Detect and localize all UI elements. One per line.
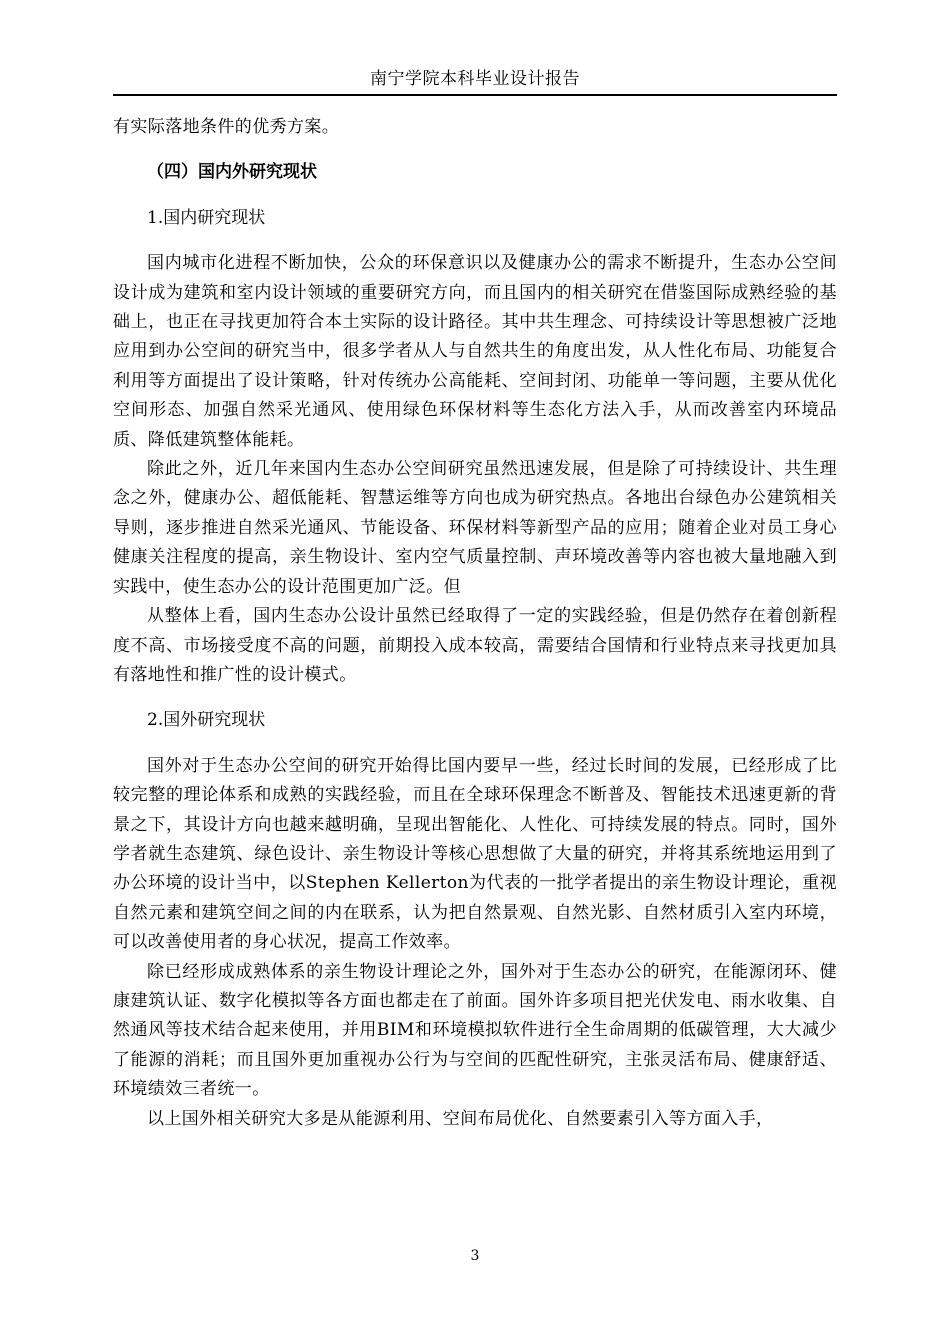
- foreign-paragraph-2: 除已经形成成熟体系的亲生物设计理论之外，国外对于生态办公的研究，在能源闭环、健康建筑认证、数字化模拟等各方面也都走在了前面。国外许多项目把光伏发电、雨水收集、自然通风等技术结合起来使用，并用BIM和环境模拟软件进行全生命周期的低碳管理，大大减少了能源的消耗；而且国外更加重视办公行为与空间的匹配性研究，主张灵活布局、健康舒适、环境绩效三者统一。: [113, 961, 837, 1100]
- domestic-paragraph-1: 国内城市化进程不断加快，公众的环保意识以及健康办公的需求不断提升，生态办公空间设计成为建筑和室内设计领域的重要研究方向，而且国内的相关研究在借鉴国际成熟经验的基础上，也正在寻找更加符合本土实际的设计路径。其中共生理念、可持续设计等思想被广泛地应用到办公空间的研究当中，很多学者从人与自然共生的角度出发，从人性化布局、功能复合利用等方面提出了设计策略，针对传统办公高能耗、空间封闭、功能单一等问题，主要从优化空间形态、加强自然采光通风、使用绿色环保材料等生态化方法入手，从而改善室内环境品质、降低建筑整体能耗。: [113, 253, 837, 450]
- section-heading: （四）国内外研究现状: [147, 162, 317, 183]
- page-number: 3: [470, 1248, 480, 1264]
- page-header: [113, 68, 837, 96]
- domestic-heading: 1.国内研究现状: [147, 207, 266, 228]
- domestic-paragraph-3: 从整体上看，国内生态办公设计虽然已经取得了一定的实践经验，但是仍然存在着创新程度不高、市场接受度不高的问题，前期投入成本较高，需要结合国情和行业特点来寻找更加具有落地性和推广性的设计模式。: [113, 606, 837, 685]
- foreign-paragraph-3: 以上国外相关研究大多是从能源利用、空间布局优化、自然要素引入等方面入手，: [147, 1108, 774, 1129]
- foreign-heading: 2.国外研究现状: [147, 710, 266, 731]
- header-title: 南宁学院本科毕业设计报告: [370, 69, 580, 89]
- continuation-text: 有实际落地条件的优秀方案。: [113, 117, 340, 137]
- page-content: [113, 113, 837, 1134]
- foreign-paragraph-1: 国外对于生态办公空间的研究开始得比国内要早一些，经过长时间的发展，已经形成了比较完整的理论体系和成熟的实践经验，而且在全球环保理念不断普及、智能技术迅速更新的背景之下，其设计方向也越来越明确，呈现出智能化、人性化、可持续发展的特点。同时，国外学者就生态建筑、绿色设计、亲生物设计等核心思想做了大量的研究，并将其系统地运用到了办公环境的设计当中，以Stephen Kellerton为代表的一批学者提出的亲生物设计理论，重视自然元素和建筑空间之间的内在联系，认为把自然景观、自然光影、自然材质引入室内环境，可以改善使用者的身心状况，提高工作效率。: [113, 755, 837, 953]
- domestic-paragraph-2: 除此之外，近几年来国内生态办公空间研究虽然迅速发展，但是除了可持续设计、共生理念之外，健康办公、超低能耗、智慧运维等方向也成为研究热点。各地出台绿色办公建筑相关导则，逐步推进自然采光通风、节能设备、环保材料等新型产品的应用；随着企业对员工身心健康关注程度的提高，亲生物设计、室内空气质量控制、声环境改善等内容也被大量地融入到实践中，使生态办公的设计范围更加广泛。但: [113, 459, 837, 597]
